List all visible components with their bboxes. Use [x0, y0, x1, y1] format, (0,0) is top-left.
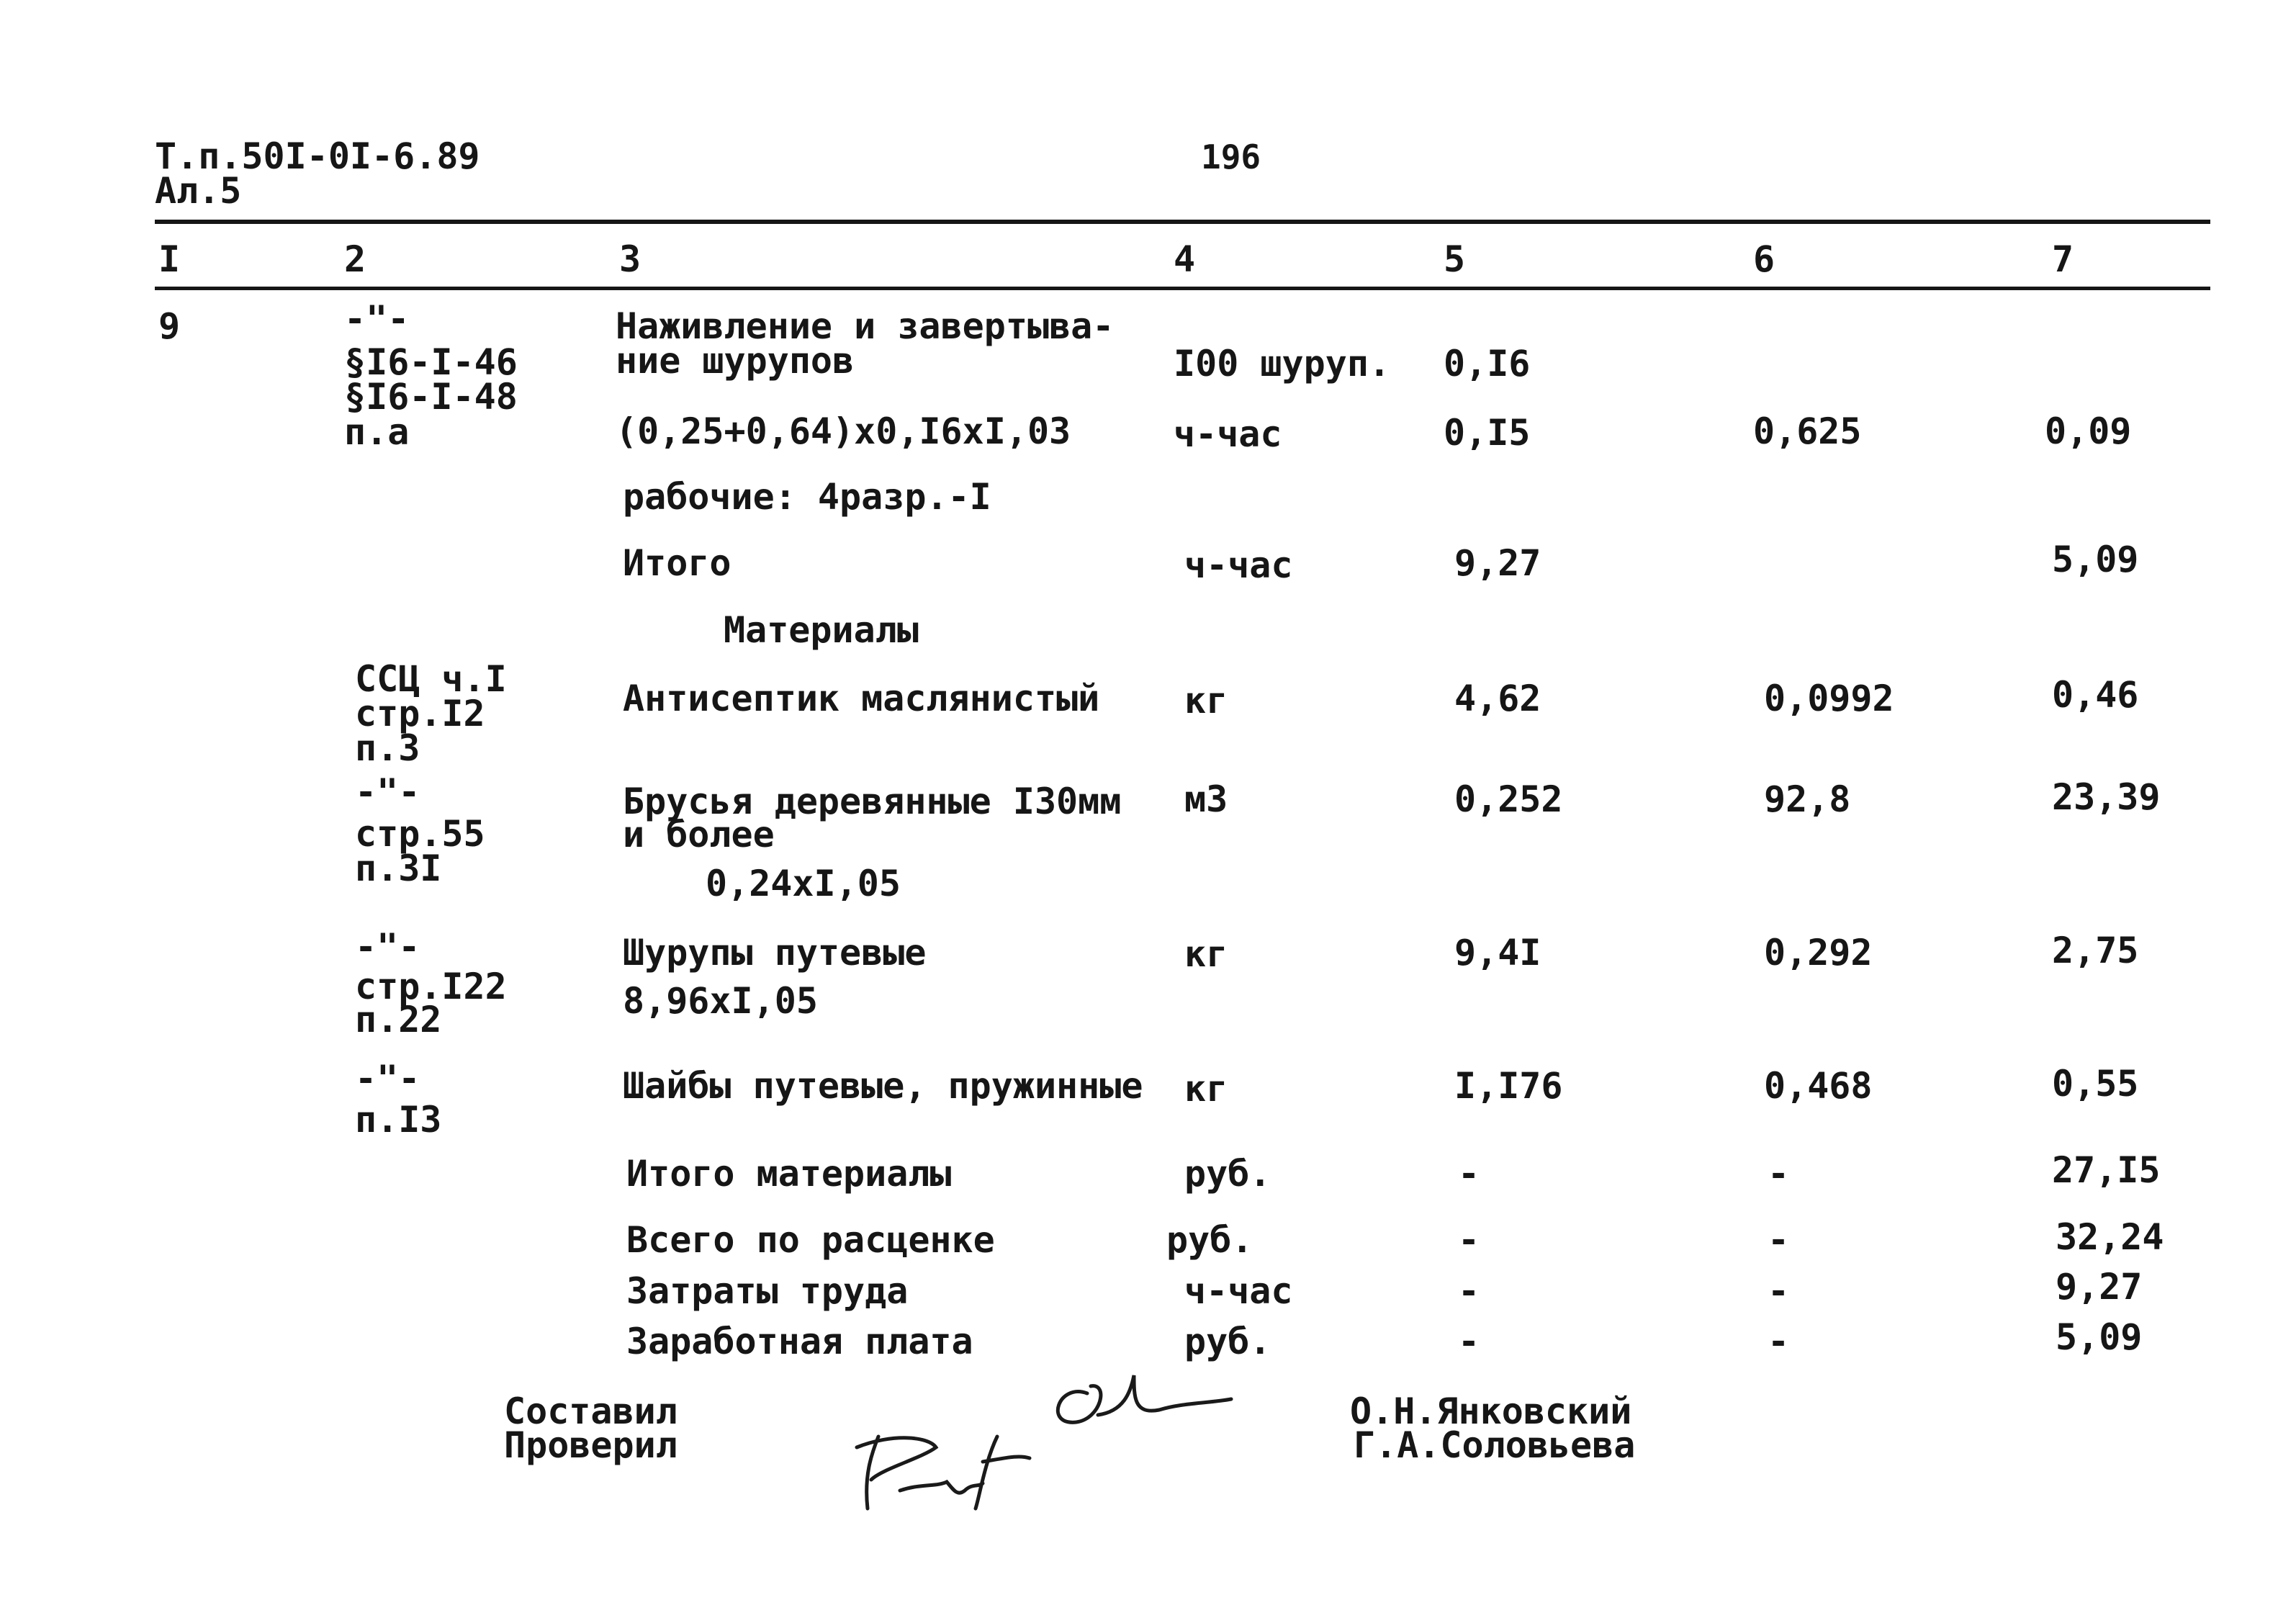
grand-total-dash: -: [1768, 1219, 1790, 1261]
material-reference: стр.I22: [355, 966, 507, 1007]
work-description: Наживление и завертыва-: [616, 305, 1115, 347]
materials-total-dash: -: [1768, 1153, 1790, 1195]
material-unit: кг: [1184, 680, 1228, 722]
labor-cost-label: Затраты труда: [626, 1270, 909, 1312]
wages-sum: 5,09: [2056, 1316, 2143, 1358]
material-name: и более: [623, 814, 775, 855]
grand-total-unit: руб.: [1166, 1219, 1253, 1261]
grand-total-sum: 32,24: [2056, 1216, 2164, 1258]
wages-dash: -: [1458, 1321, 1480, 1362]
material-price: 92,8: [1764, 778, 1851, 820]
material-quantity: 9,4I: [1454, 932, 1541, 974]
material-name: Шурупы путевые: [623, 932, 927, 974]
material-formula: 0,24xI,05: [706, 863, 901, 904]
column-header-1: I: [158, 238, 181, 280]
column-header-3: 3: [619, 238, 641, 280]
material-price: 0,468: [1764, 1065, 1873, 1107]
subtotal-label: Итого: [623, 542, 731, 584]
material-name: Брусья деревянные I30мм: [623, 781, 1122, 822]
ditto-mark: -"-: [355, 771, 420, 813]
subtotal-quantity: 9,27: [1454, 542, 1541, 584]
subtotal-sum: 5,09: [2052, 539, 2139, 580]
material-unit: м3: [1184, 778, 1228, 820]
table-top-rule: [155, 220, 2210, 224]
material-quantity: I,I76: [1454, 1065, 1563, 1107]
grand-total-dash: -: [1458, 1219, 1480, 1261]
material-sum: 23,39: [2052, 776, 2161, 818]
materials-total-dash: -: [1458, 1153, 1480, 1195]
ditto-mark: -"-: [355, 1058, 420, 1100]
material-reference: п.I3: [355, 1099, 442, 1141]
material-reference: стр.I2: [355, 693, 485, 734]
norm-reference: §I6-I-46: [344, 341, 518, 383]
compiled-by-label: Составил: [504, 1390, 677, 1432]
labor-quantity: 0,I5: [1444, 412, 1531, 454]
ditto-mark: -"-: [344, 298, 410, 340]
column-header-2: 2: [344, 238, 366, 280]
column-header-7: 7: [2052, 238, 2074, 280]
column-header-5: 5: [1444, 238, 1466, 280]
material-reference: стр.55: [355, 813, 485, 855]
material-quantity: 0,252: [1454, 778, 1563, 820]
labor-rate: 0,625: [1753, 410, 1862, 452]
work-description: ние шурупов: [616, 340, 855, 382]
materials-total-sum: 27,I5: [2052, 1149, 2161, 1191]
material-name: Антисептик маслянистый: [623, 678, 1100, 719]
labor-unit: ч-час: [1174, 413, 1282, 455]
material-quantity: 4,62: [1454, 678, 1541, 719]
table-header-rule: [155, 287, 2210, 290]
materials-total-unit: руб.: [1184, 1153, 1271, 1195]
labor-cost-unit: ч-час: [1184, 1270, 1293, 1312]
materials-heading: Материалы: [724, 609, 919, 651]
signature-checker: [857, 1437, 1030, 1509]
material-reference: п.3: [355, 727, 420, 769]
material-reference: п.3I: [355, 848, 442, 889]
item-number: 9: [158, 305, 181, 347]
materials-total-label: Итого материалы: [626, 1153, 952, 1195]
material-sum: 0,46: [2052, 674, 2139, 716]
labor-cost-sum: 9,27: [2056, 1266, 2143, 1308]
work-quantity: 0,I6: [1444, 343, 1531, 385]
material-sum: 0,55: [2052, 1063, 2139, 1105]
material-unit: кг: [1184, 1068, 1228, 1110]
checker-name: Г.А.Соловьева: [1354, 1424, 1636, 1466]
subtotal-unit: ч-час: [1184, 544, 1293, 586]
column-header-4: 4: [1174, 238, 1196, 280]
material-sum: 2,75: [2052, 930, 2139, 971]
handwritten-signatures: [828, 1354, 1260, 1534]
page-number: 196: [1201, 138, 1261, 176]
album-number: Ал.5: [155, 170, 242, 212]
labor-cost-dash: -: [1768, 1270, 1790, 1312]
checked-by-label: Проверил: [504, 1424, 677, 1466]
document-code: Т.п.50I-0I-6.89: [155, 135, 480, 177]
signature-compiler: [1058, 1375, 1231, 1422]
material-name: Шайбы путевые, пружинные: [623, 1065, 1143, 1107]
material-reference: п.22: [355, 999, 442, 1041]
norm-clause: п.а: [344, 411, 410, 453]
labor-cost-dash: -: [1458, 1270, 1480, 1312]
compiler-name: О.Н.Янковский: [1350, 1390, 1632, 1432]
norm-reference: §I6-I-48: [344, 376, 518, 418]
labor-formula: (0,25+0,64)x0,I6xI,03: [616, 410, 1071, 452]
column-header-6: 6: [1753, 238, 1775, 280]
material-unit: кг: [1184, 933, 1228, 975]
material-formula: 8,96xI,05: [623, 980, 818, 1022]
grand-total-label: Всего по расценке: [626, 1219, 995, 1261]
material-price: 0,292: [1764, 932, 1873, 974]
wages-unit: руб.: [1184, 1321, 1271, 1362]
wages-dash: -: [1768, 1321, 1790, 1362]
ditto-mark: -"-: [355, 926, 420, 968]
workers-grade: рабочие: 4разр.-I: [623, 476, 991, 518]
work-unit: I00 шуруп.: [1174, 343, 1391, 385]
labor-sum: 0,09: [2045, 410, 2132, 452]
wages-label: Заработная плата: [626, 1321, 973, 1362]
material-reference: ССЦ ч.I: [355, 658, 507, 700]
material-price: 0,0992: [1764, 678, 1894, 719]
